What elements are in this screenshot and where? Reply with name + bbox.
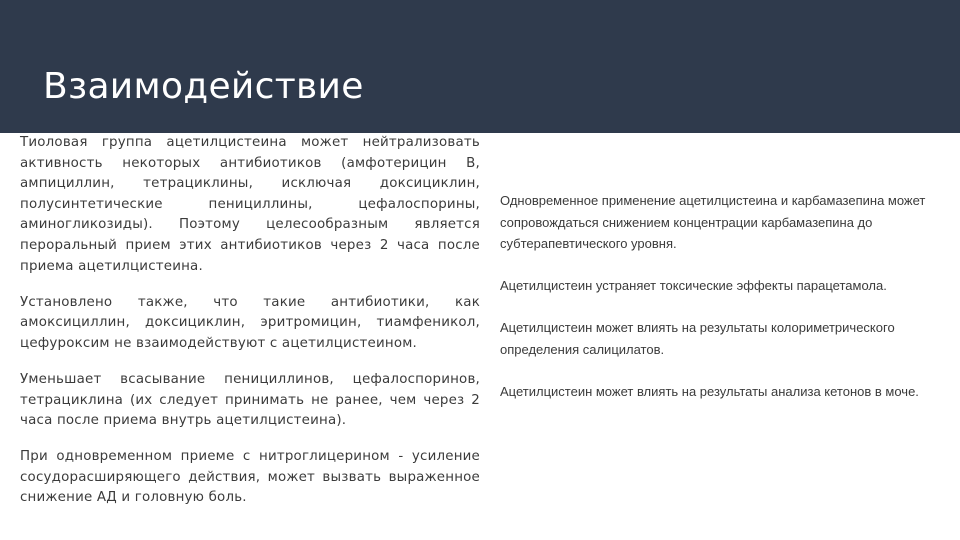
left-paragraph-2: Установлено также, что такие антибиотики, как амоксициллин, доксициклин, эритромицин, тиамфеникол, цефуроксим не взаимодействуют с ацетилцистеином. xyxy=(20,294,480,351)
title-bar xyxy=(0,0,960,133)
right-text-column xyxy=(500,190,945,423)
right-paragraph-2: Ацетилцистеин устраняет токсические эффекты парацетамола. xyxy=(500,278,887,293)
left-paragraph-4: При одновременном приеме с нитроглицерином - усиление сосудорасширяющего действия, может вызвать выраженное снижение АД и головную боль. xyxy=(20,449,480,506)
slide-title: Взаимодействие xyxy=(43,66,364,107)
left-paragraph-1: Тиоловая группа ацетилцистеина может нейтрализовать активность некоторых антибиотиков (амфотерицин В, ампициллин, тетрациклины, исключая доксициклин, полусинтетические пенициллины, цефалоспорины, аминогликозиды). Поэтому целесообразным является пероральный прием этих антибиотиков через 2 часа после приема ацетилцистеина. xyxy=(20,135,480,274)
right-paragraph-4: Ацетилцистеин может влиять на результаты анализа кетонов в моче. xyxy=(500,383,919,399)
left-paragraph-3: Уменьшает всасывание пенициллинов, цефалоспоринов, тетрациклина (их следует принимать не ранее, чем через 2 часа после приема внутрь ацетилцистеина). xyxy=(20,371,480,429)
right-paragraph-3: Ацетилцистеин может влиять на результаты колориметрического определения салицилатов. xyxy=(500,320,895,357)
left-text-column xyxy=(20,133,480,525)
right-paragraph-1: Одновременное применение ацетилцистеина и карбамазепина может сопровождаться снижением концентрации карбамазепина до субтерапевтического уровня. xyxy=(500,193,926,251)
